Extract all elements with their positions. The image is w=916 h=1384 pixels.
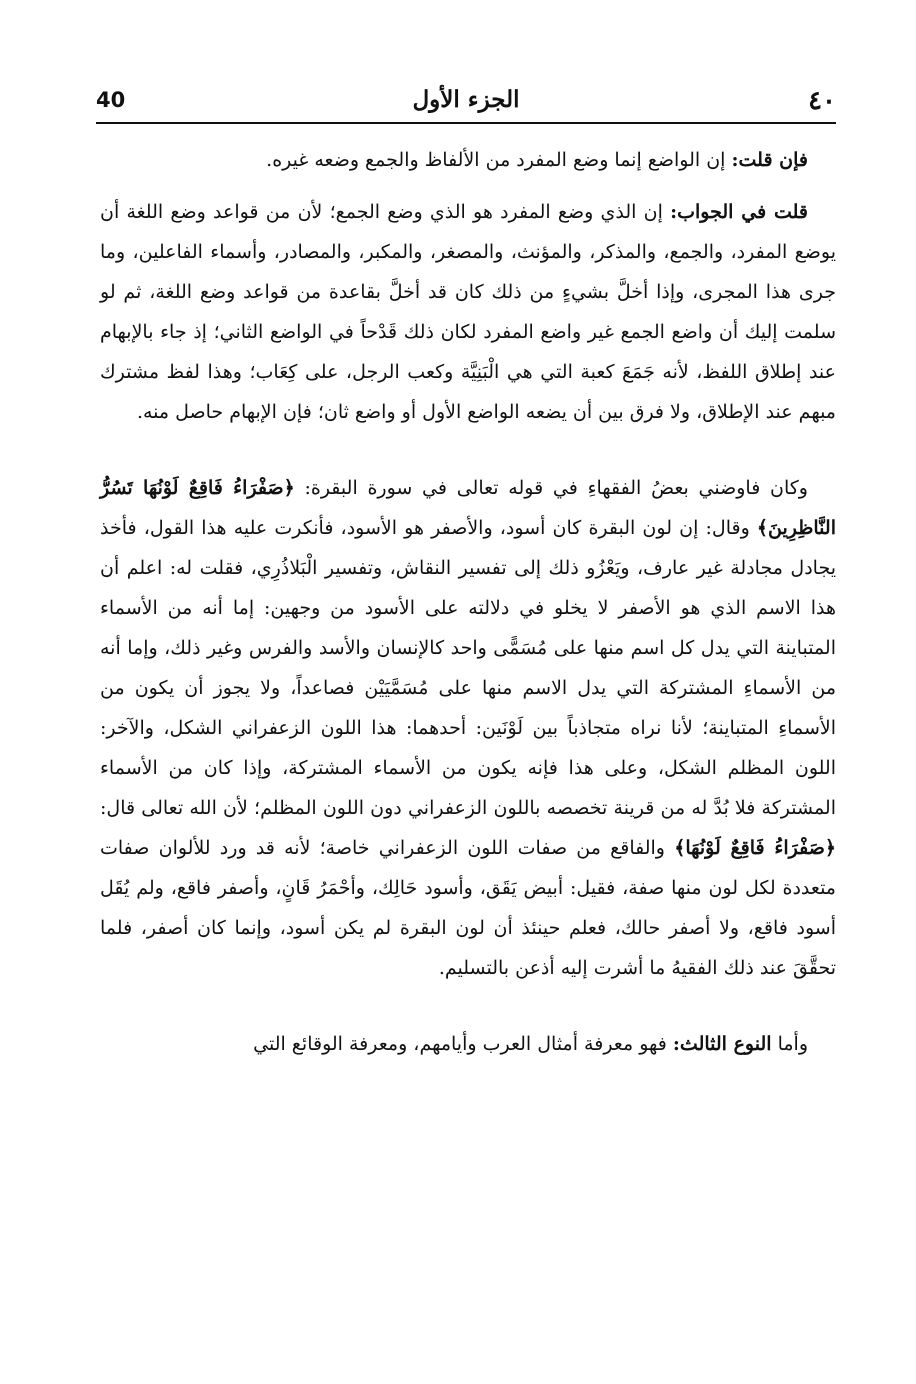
paragraph-lead: فإن قلت: (731, 149, 808, 171)
paragraph-text: فهو معرفة أمثال العرب وأيامهم، ومعرفة الوقائع التي (253, 1033, 667, 1055)
paragraph-question (100, 140, 836, 180)
paragraph-answer (100, 192, 836, 432)
paragraph-text: وقال: إن لون البقرة كان أسود، والأصفر هو الأسود، فأنكرت عليه هذا القول، فأخذ يجادل مجادلة غير عارف، ويَعْزُو ذلك إلى تفسير النقاش، وتفسير الْبَلاذُرِي، فقلت له: اعلم أن هذا الاسم الذي هو الأصفر لا يخلو في دلالته على الأسود من وجهين: إما أنه من الأسماء المتباينة التي يدل كل اسم منها على مُسَمًّى واحد كالإنسان والأسد والفرس وغير ذلك، وإما أنه من الأسماءِ المشتركة التي يدل الاسم منها على مُسَمَّيَيْن فصاعداً، ولا يجوز أن يكون من الأسماءِ المتباينة؛ لأنا نراه متجاذباً بين لَوْنَين: أحدهما: هذا اللون الزعفراني الشكل، والآخر: اللون المظلم الشكل، وعلى هذا فإنه يكون من الأسماء المشتركة، وإذا كان من الأسماء المشتركة فلا بُدَّ له من قرينة تخصصه باللون الزعفراني دون اللون المظلم؛ لأن الله تعالى قال: (100, 517, 836, 819)
running-title: الجزء الأول (412, 86, 520, 113)
paragraph-text: إن الواضع إنما وضع المفرد من الألفاظ والجمع وضعه غيره. (266, 149, 726, 171)
paragraph-lead: النوع الثالث: (672, 1033, 772, 1055)
page-body (100, 140, 836, 1064)
paragraph-yellow-cow (100, 468, 836, 988)
page-number-arabic: ٤٠ (808, 86, 836, 116)
paragraph-text: والفاقع من صفات اللون الزعفراني خاصة؛ لأنه قد ورد للألوان صفات متعددة لكل لون منها صفة، فقيل: أبيض يَقَق، وأسود حَالِك، وأحْمَرُ قَانٍ، وأصفر فاقع، ولم يُقَل أسود فاقع، ولا أصفر حالك، فعلم حينئذ أن لون البقرة لم يكن أسود، وإنما كان أصفر، فلما تحقَّقَ عند ذلك الفقيهُ ما أشرت إليه أذعن بالتسليم. (100, 837, 836, 979)
paragraph-text: وأما (777, 1033, 808, 1055)
page-header (96, 88, 836, 124)
paragraph-lead: قلت في الجواب: (670, 201, 808, 223)
paragraph-text: وكان فاوضني بعضُ الفقهاءِ في قوله تعالى في سورة البقرة: (304, 477, 808, 499)
quran-quote: ﴿صَفْرَاءُ فَاقِعٌ لَوْنُهَا تَسُرُّ النَّاظِرِينَ﴾ (100, 477, 836, 539)
paragraph-third-type (100, 1024, 836, 1064)
quran-quote: ﴿صَفْرَاءُ فَاقِعٌ لَوْنُهَا﴾ (674, 837, 836, 859)
page-number-latin: 40 (96, 88, 126, 112)
paragraph-text: إن الذي وضع المفرد هو الذي وضع الجمع؛ لأن من قواعد وضع اللغة أن يوضع المفرد، والجمع، والمذكر، والمؤنث، والمصغر، والمكبر، والمصادر، وأسماء الفاعلين، وما جرى هذا المجرى، وإذا أخلَّ بشيءٍ من ذلك كان قد أخلَّ بقاعدة من قواعد وضع اللغة، ثم لو سلمت إليك أن واضع الجمع غير واضع المفرد لكان ذلك قَدْحاً في الواضع الثاني؛ إذ جاء بالإبهام عند إطلاق اللفظ، لأنه جَمَعَ كعبة التي هي الْبَنِيَّة وكعب الرجل، على كِعَاب؛ وهذا لفظ مشترك مبهم عند الإطلاق، ولا فرق بين أن يضعه الواضع الأول أو واضع ثان؛ فإن الإبهام حاصل منه. (100, 201, 836, 423)
